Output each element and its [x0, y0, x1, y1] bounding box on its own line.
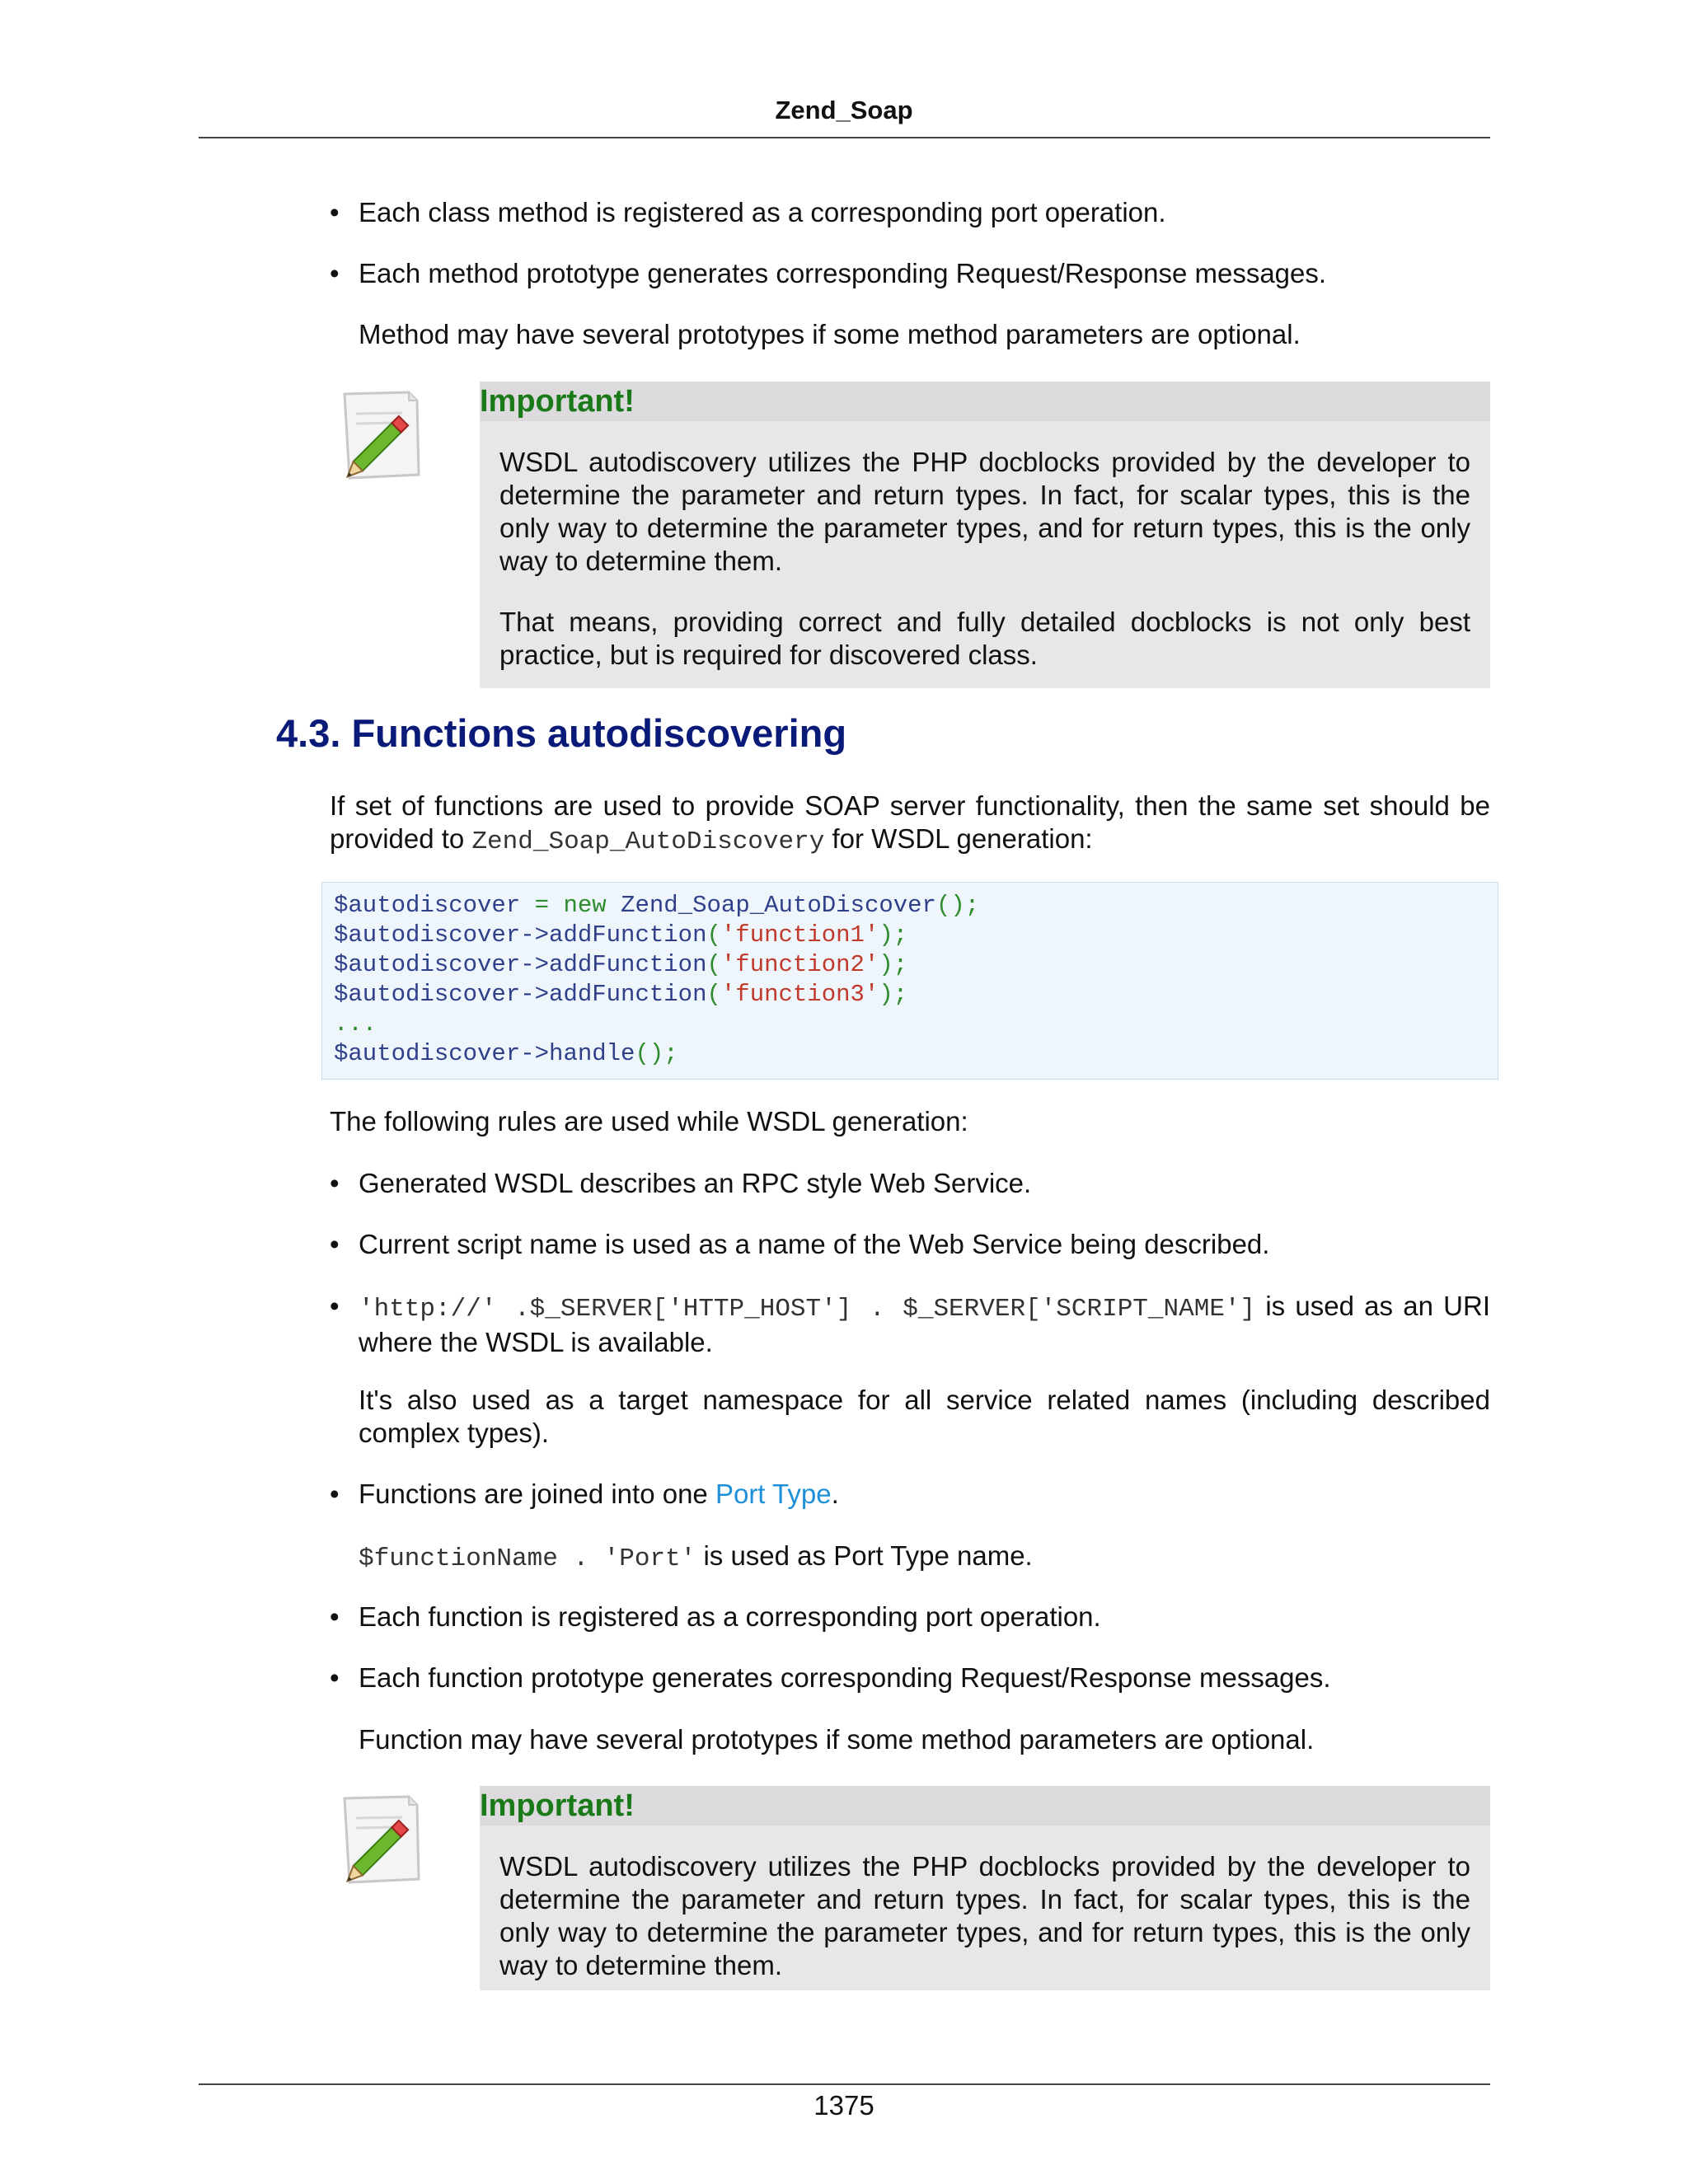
important-note [480, 1786, 1490, 1990]
list-item [359, 1290, 1490, 1359]
section-title: 4.3. Functions autodiscovering [276, 711, 847, 755]
note-body [480, 1825, 1490, 1990]
important-note [480, 382, 1490, 688]
code-line: $autodiscover = new Zend_Soap_AutoDiscover(); [334, 892, 980, 919]
page-number: 1375 [814, 2090, 874, 2121]
note-paragraph: WSDL autodiscovery utilizes the PHP docblocks provided by the developer to determine the parameter and return types. In fact, for scalar types, this is the only way to determine the parameter types, and for return types, this is the only way to determine them. [499, 447, 1470, 576]
list-item: Current script name is used as a name of the Web Service being described. [359, 1229, 1270, 1259]
bullet: • [330, 1291, 340, 1321]
bullet: • [330, 1601, 340, 1632]
code-line: $autodiscover->addFunction('function1'); [334, 921, 908, 949]
note-title: Important! [480, 382, 1490, 421]
bullet: • [330, 258, 340, 288]
bullet: • [330, 1479, 340, 1509]
port-type-link[interactable]: Port Type [715, 1479, 832, 1509]
list-item-text: is used as an URI where the WSDL is available. [359, 1291, 1490, 1357]
list-item: Each method prototype generates corresponding Request/Response messages. [359, 258, 1327, 288]
code-line: ... [334, 1010, 377, 1038]
list-item [359, 1478, 1490, 1511]
inline-code: $functionName . 'Port' [359, 1544, 696, 1573]
code-line: $autodiscover->addFunction('function3'); [334, 981, 908, 1008]
bullet: • [330, 1662, 340, 1693]
note-paragraph: WSDL autodiscovery utilizes the PHP docblocks provided by the developer to determine the parameter and return types. In fact, for scalar types, this is the only way to determine the parameter types, and for return types, this is the only way to determine them. [499, 1851, 1470, 1980]
pencil-note-icon [338, 386, 427, 483]
rules-intro: The following rules are used while WSDL generation: [330, 1106, 968, 1137]
list-item: Each function prototype generates corresponding Request/Response messages. [359, 1662, 1331, 1693]
pencil-note-icon [338, 1790, 427, 1887]
footer-divider [199, 2083, 1490, 2085]
note-body [480, 421, 1490, 680]
list-item-text: Functions are joined into one [359, 1479, 715, 1509]
list-item: Each class method is registered as a corresponding port operation. [359, 197, 1166, 227]
intro-text: If set of functions are used to provide SOAP server functionality, then the same set should be provided to [330, 790, 1490, 854]
list-item-note: Method may have several prototypes if some method parameters are optional. [359, 319, 1301, 349]
code-block [321, 882, 1498, 1080]
bullet: • [330, 1229, 340, 1259]
list-item: Generated WSDL describes an RPC style Web Service. [359, 1168, 1032, 1198]
note-paragraph: That means, providing correct and fully detailed docblocks is not only best practice, but is required for discovered class. [499, 607, 1470, 670]
list-item-text: is used as Port Type name. [696, 1540, 1033, 1571]
code-line: $autodiscover->addFunction('function2'); [334, 951, 908, 978]
code-line: $autodiscover->handle(); [334, 1040, 678, 1067]
list-item-note [359, 1540, 1490, 1576]
bullet: • [330, 197, 340, 227]
list-item-note: It's also used as a target namespace for all service related names (including described complex types). [359, 1385, 1490, 1448]
header-divider [199, 137, 1490, 138]
running-header: Zend_Soap [775, 96, 913, 124]
list-item-note: Function may have several prototypes if some method parameters are optional. [359, 1724, 1315, 1755]
inline-code: 'http://' .$_SERVER['HTTP_HOST'] . $_SERVER['SCRIPT_NAME'] [359, 1295, 1256, 1324]
list-item-text: . [831, 1479, 839, 1509]
intro-text: for WSDL generation: [824, 823, 1093, 854]
list-item: Each function is registered as a corresponding port operation. [359, 1601, 1101, 1632]
intro-paragraph [330, 790, 1490, 859]
inline-code: Zend_Soap_AutoDiscovery [471, 827, 825, 856]
bullet: • [330, 1168, 340, 1198]
note-title: Important! [480, 1786, 1490, 1825]
